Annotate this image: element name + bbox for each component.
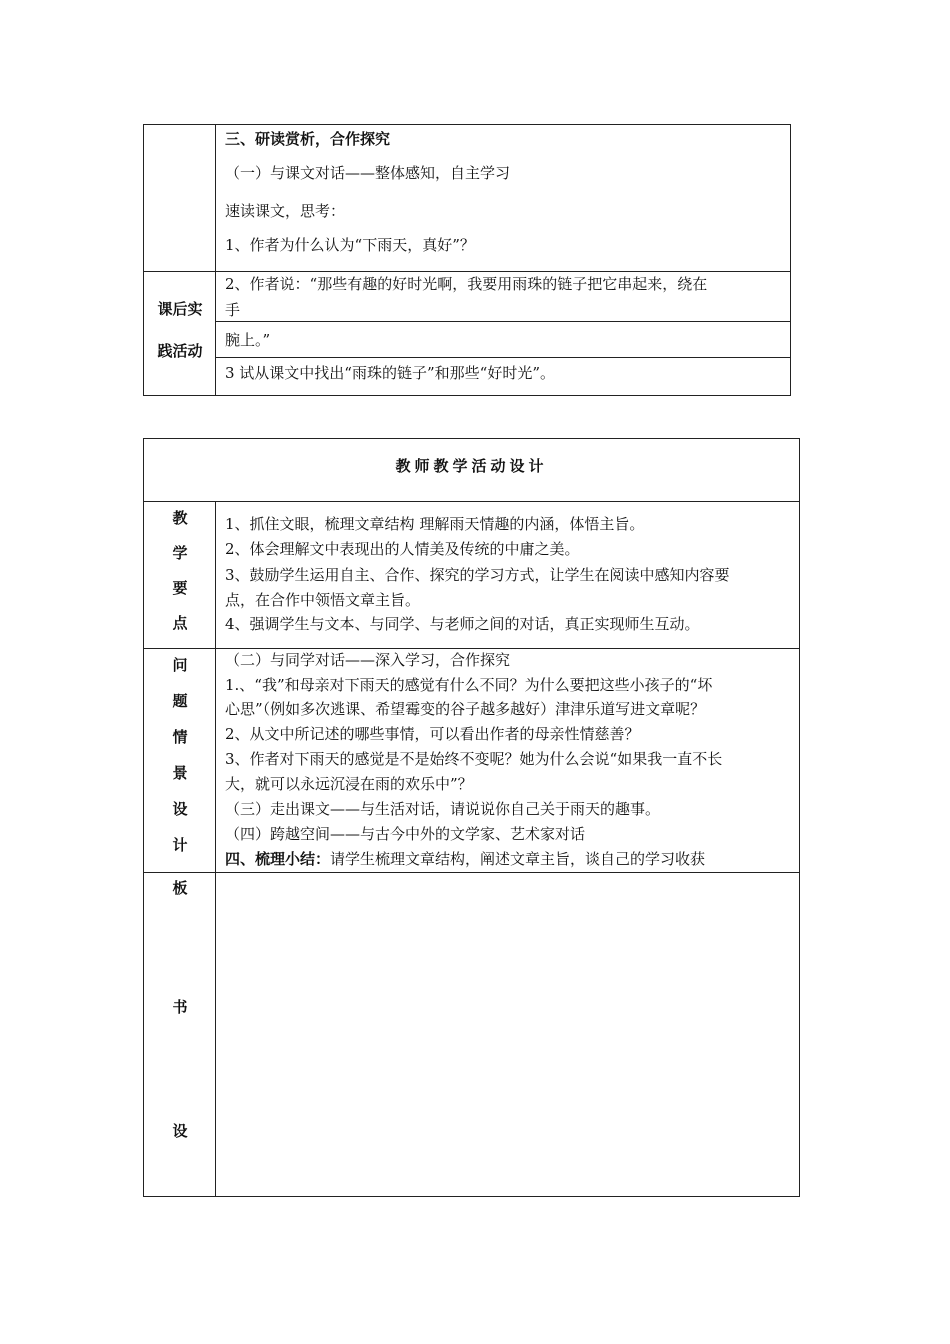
row-divider xyxy=(144,271,790,272)
scenario-line: 1.、“我”和母亲对下雨天的感觉有什么不同？为什么要把这些小孩子的“坏 xyxy=(225,676,713,694)
key-point-line: 点，在合作中领悟文章主旨。 xyxy=(225,591,421,609)
scenario-line: （四）跨越空间——与古今中外的文学家、艺术家对话 xyxy=(225,825,586,843)
key-point-line: 3、鼓励学生运用自主、合作、探究的学习方式，让学生在阅读中感知内容要 xyxy=(225,566,730,584)
question-1: 1、作者为什么认为“下雨天，真好”？ xyxy=(225,236,475,254)
scenario-line: 心思”（例如多次逃课、希望霉变的谷子越多越好）津津乐道写进文章呢？ xyxy=(225,700,706,718)
scenario-label-char: 计 xyxy=(172,836,188,854)
scenario-label-char: 景 xyxy=(172,764,188,782)
practice-label-line2: 践活动 xyxy=(157,342,203,360)
key-points-label-char: 要 xyxy=(172,579,188,597)
section-heading: 三、研读赏析，合作探究 xyxy=(225,130,391,148)
teaching-design-table xyxy=(143,438,800,1197)
summary-text: 请学生梳理文章结构，阐述文章主旨，谈自己的学习收获 xyxy=(330,850,706,868)
board-label-char: 书 xyxy=(172,998,188,1016)
question-3: 3 试从课文中找出“雨珠的链子”和那些“好时光”。 xyxy=(225,364,555,382)
question-2-line1: 2、作者说：“那些有趣的好时光啊，我要用雨珠的链子把它串起来，绕在 xyxy=(225,275,708,293)
key-point-line: 1、抓住文眼，梳理文章结构 理解雨天情趣的内涵，体悟主旨。 xyxy=(225,515,645,533)
board-content-area xyxy=(216,873,799,1196)
scenario-line: （三）走出课文——与生活对话，请说说你自己关于雨天的趣事。 xyxy=(225,800,661,818)
practice-activity-table xyxy=(143,124,791,396)
board-label-char: 板 xyxy=(172,879,188,897)
board-label-char: 设 xyxy=(172,1122,188,1140)
row-divider xyxy=(144,501,799,502)
question-2-line2: 手 xyxy=(225,301,241,319)
key-points-label-char: 点 xyxy=(172,614,188,632)
practice-label-line1: 课后实 xyxy=(157,300,203,318)
scenario-line: 大，就可以永远沉浸在雨的欢乐中”？ xyxy=(225,775,473,793)
row-divider xyxy=(215,321,790,322)
scenario-line: 2、从文中所记述的哪些事情，可以看出作者的母亲性情慈善？ xyxy=(225,725,640,743)
row-divider xyxy=(215,357,790,358)
summary-label: 四、梳理小结： xyxy=(225,850,331,868)
question-2-line3: 腕上。” xyxy=(225,331,271,349)
scenario-line: 3、作者对下雨天的感觉是不是始终不变呢？她为什么会说“如果我一直不长 xyxy=(225,750,723,768)
scenario-label-char: 题 xyxy=(172,692,188,710)
key-points-label-char: 教 xyxy=(172,509,188,527)
scenario-line: （二）与同学对话——深入学习，合作探究 xyxy=(225,651,511,669)
table-title: 教师教学活动设计 xyxy=(395,457,548,475)
scenario-label-char: 问 xyxy=(172,656,188,674)
key-point-line: 4、强调学生与文本、与同学、与老师之间的对话，真正实现师生互动。 xyxy=(225,615,700,633)
instruction-text: 速读课文，思考： xyxy=(225,202,346,220)
scenario-label-char: 情 xyxy=(172,728,188,746)
summary-line xyxy=(225,848,705,870)
scenario-label-char: 设 xyxy=(172,800,188,818)
subsection-title: （一）与课文对话——整体感知，自主学习 xyxy=(225,164,511,182)
key-point-line: 2、体会理解文中表现出的人情美及传统的中庸之美。 xyxy=(225,540,580,558)
key-points-label-char: 学 xyxy=(172,544,188,562)
